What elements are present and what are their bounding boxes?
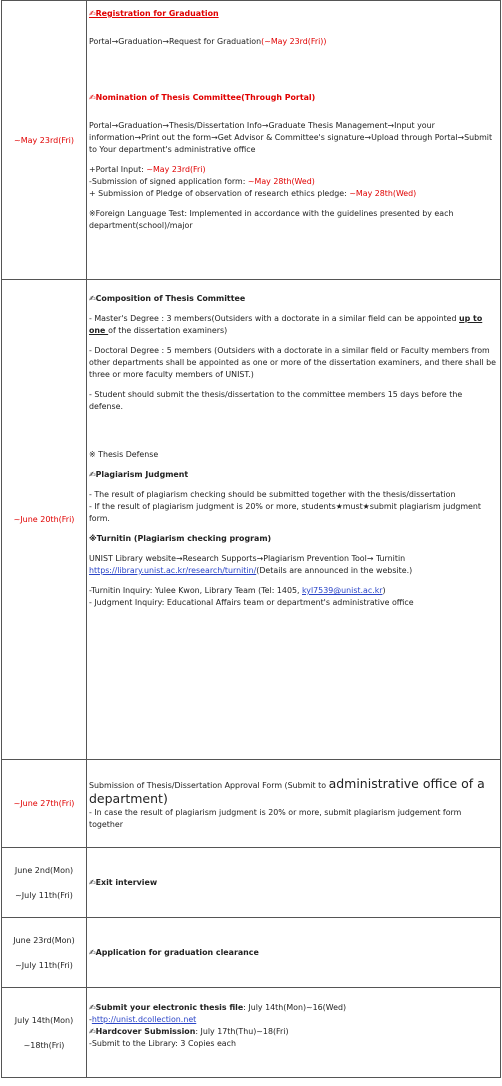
row-date: ~May 23rd(Fri): [2, 1, 87, 280]
masters-text-b: of the dissertation examiners): [108, 326, 228, 335]
portal-input-date: ~May 23rd(Fri): [146, 165, 206, 174]
approval-text: Submission of Thesis/Dissertation Approval Form (Submit to: [89, 780, 329, 790]
row-date: [2, 848, 87, 918]
pledge-date: ~May 28th(Wed): [349, 189, 417, 198]
approval-form: [89, 777, 497, 807]
library-copies: -Submit to the Library: 3 Copies each: [89, 1039, 236, 1048]
registration-path: [89, 36, 497, 48]
turnitin-link[interactable]: https://library.unist.ac.kr/research/turnitin/: [89, 566, 257, 575]
plagiarism-note-2: - If the result of plagiarism judgment is 20% or more, students★must★submit plagiarism judgment form.: [89, 502, 482, 523]
schedule-row-approval: [2, 760, 501, 848]
masters-text-a: - Master's Degree : 3 members(Outsiders with a doctorate in a similar field can be appointed: [89, 314, 460, 323]
approval-text-large: administrative office of a department): [89, 775, 485, 806]
schedule-row-clearance: [2, 918, 501, 988]
signed-form-label: -Submission of signed application form:: [89, 177, 248, 186]
portal-input-label: +Portal Input:: [89, 165, 147, 174]
turnitin-inquiry: [89, 585, 497, 597]
turnitin-link-line: [89, 565, 497, 577]
date-end: ~July 11th(Fri): [15, 960, 73, 970]
turnitin-title: ※Turnitin (Plagiarism checking program): [89, 534, 272, 543]
turnitin-email-link[interactable]: kyl7539@unist.ac.kr: [302, 586, 383, 595]
pledge-label: + Submission of Pledge of observation of research ethics pledge:: [89, 189, 350, 198]
dcollection-line: [89, 1014, 497, 1026]
doctoral-degree: - Doctoral Degree : 5 members (Outsiders with a doctorate in a similar field or Faculty members from other departments shall be appointed as one or more of the dissertation examiners, and there shall be three or more faculty members of UNIST.): [89, 346, 496, 379]
signed-form: [89, 176, 497, 188]
turnitin-inquiry-close: ): [382, 586, 386, 595]
graduation-schedule-table: [1, 0, 501, 1078]
schedule-row-thesis-submission: [2, 988, 501, 1078]
plagiarism-title: ✍Plagiarism Judgment: [89, 470, 189, 479]
row-content: [87, 280, 501, 760]
date-start: June 23rd(Mon): [13, 935, 75, 945]
row-content: [87, 988, 501, 1078]
schedule-row-registration: [2, 1, 501, 280]
approval-note: - In case the result of plagiarism judgment is 20% or more, submit plagiarism judgement form together: [89, 807, 462, 829]
electronic-dates: : July 14th(Mon)~16(Wed): [243, 1003, 347, 1012]
electronic-label: ✍Submit your electronic thesis file: [89, 1003, 244, 1012]
thesis-defense: ※ Thesis Defense: [89, 450, 159, 459]
judgment-inquiry: - Judgment Inquiry: Educational Affairs team or department's administrative office: [89, 598, 414, 607]
pledge: [89, 188, 497, 200]
row-content: [87, 1, 501, 280]
url-prefix: -: [89, 1015, 92, 1024]
row-date: ~June 27th(Fri): [2, 760, 87, 848]
graduation-clearance: ✍Application for graduation clearance: [87, 918, 501, 988]
turnitin-path: UNIST Library website→Research Supports→Plagiarism Prevention Tool→ Turnitin: [89, 554, 406, 563]
nomination-steps: Portal→Graduation→Thesis/Dissertation Info→Graduate Thesis Management→Input your information→Print out the form→Get Advisor & Committee's signature→Upload through Portal→Submit to Your department's administrative office: [89, 121, 493, 154]
row-date: [2, 988, 87, 1078]
registration-title: ✍Registration for Graduation: [89, 9, 219, 18]
row-date: ~June 20th(Fri): [2, 280, 87, 760]
plagiarism-note-1: - The result of plagiarism checking should be submitted together with the thesis/dissertation: [89, 490, 456, 499]
hardcover-dates: : July 17th(Thu)~18(Fri): [195, 1027, 289, 1036]
date-end: ~18th(Fri): [23, 1040, 65, 1050]
row-content: [87, 760, 501, 848]
schedule-row-exit-interview: [2, 848, 501, 918]
portal-input: [89, 164, 497, 176]
electronic-submission: [89, 1002, 497, 1014]
exit-interview: ✍Exit interview: [87, 848, 501, 918]
row-date: [2, 918, 87, 988]
submit-note: - Student should submit the thesis/dissertation to the committee members 15 days before the defense.: [89, 390, 463, 411]
hardcover-submission: [89, 1026, 497, 1038]
masters-degree: [89, 313, 497, 337]
date-start: July 14th(Mon): [14, 1015, 74, 1025]
dcollection-link[interactable]: http://unist.dcollection.net: [91, 1015, 197, 1024]
registration-deadline: (~May 23rd(Fri)): [261, 37, 327, 46]
registration-path-text: Portal→Graduation→Request for Graduation: [89, 37, 262, 46]
turnitin-inquiry-text: -Turnitin Inquiry: Yulee Kwon, Library Team (Tel: 1405,: [89, 586, 302, 595]
date-start: June 2nd(Mon): [14, 865, 74, 875]
foreign-language-test: ※Foreign Language Test: Implemented in accordance with the guidelines presented by each department(school)/major: [89, 209, 454, 230]
turnitin-details: (Details are announced in the website.): [256, 566, 413, 575]
schedule-row-committee: [2, 280, 501, 760]
date-end: ~July 11th(Fri): [15, 890, 73, 900]
nomination-title: ✍Nomination of Thesis Committee(Through Portal): [89, 93, 316, 102]
composition-title: ✍Composition of Thesis Committee: [89, 294, 246, 303]
hardcover-label: ✍Hardcover Submission: [89, 1027, 196, 1036]
signed-form-date: ~May 28th(Wed): [247, 177, 315, 186]
masters-text-underlined: up to one: [89, 314, 483, 335]
